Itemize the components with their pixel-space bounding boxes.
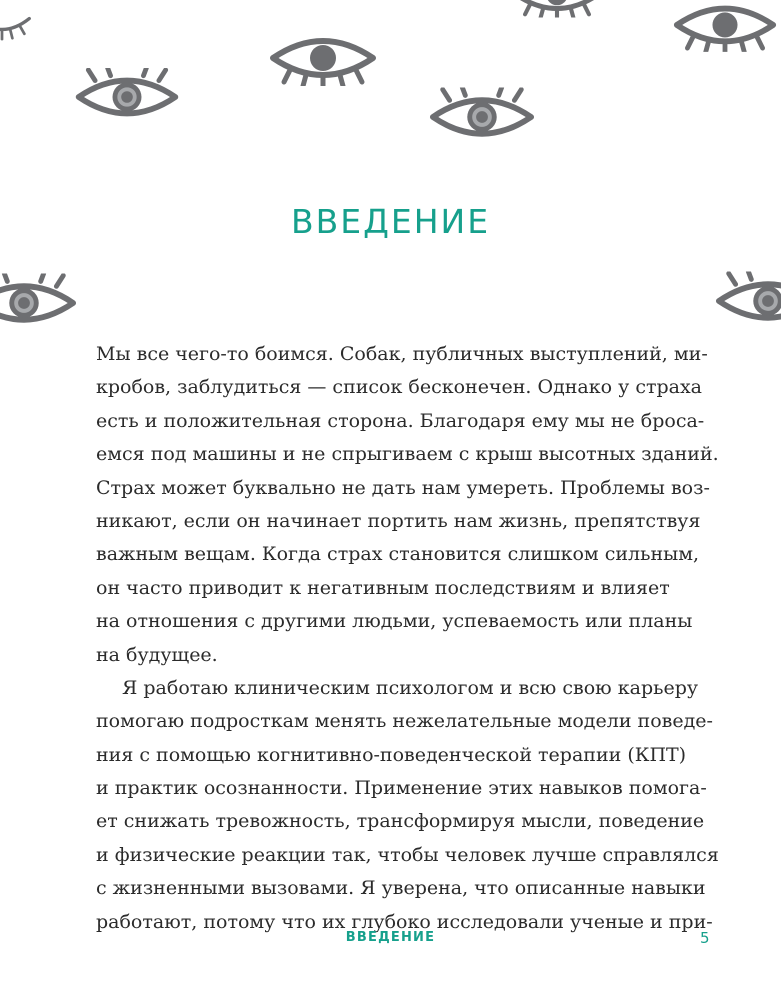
- open-eye-icon: [672, 0, 778, 54]
- text-line: ет снижать тревожность, трансформируя мысли, поведение: [96, 810, 705, 833]
- text-line: и практик осознанности. Применение этих навыков помога-: [96, 777, 707, 800]
- text-line: на отношения с другими людьми, успеваемость или планы: [96, 610, 693, 633]
- text-line: Мы все чего-то боимся. Собак, публичных выступлений, ми-: [96, 343, 708, 365]
- open-eye-icon: [428, 86, 536, 148]
- text-line: емся под машины и не спрыгиваем с крыш высотных зданий.: [96, 443, 719, 466]
- text-line: важным вещам. Когда страх становится слишком сильным,: [96, 543, 700, 566]
- text-line: помогаю подросткам менять нежелательные модели поведе-: [96, 710, 713, 733]
- text-line: кробов, заблудиться — список бесконечен. Однако у страха: [96, 376, 703, 399]
- running-footer: ВВЕДЕНИЕ: [345, 930, 436, 945]
- text-line: никают, если он начинает портить нам жизнь, препятствуя: [96, 509, 701, 532]
- open-eye-icon: [72, 68, 182, 126]
- text-line: он часто приводит к негативным последствиям и влияет: [96, 576, 670, 599]
- page-number: 5: [700, 929, 710, 947]
- page-title: ВВЕДЕНИЕ: [290, 202, 491, 241]
- body-text: [96, 338, 719, 939]
- text-line: работают, потому что их глубоко исследовали ученые и при-: [96, 910, 713, 933]
- text-line: Страх может буквально не дать нам умереть. Проблемы воз-: [96, 476, 710, 499]
- open-eye-icon: [512, 0, 602, 20]
- open-eye-icon: [714, 268, 781, 334]
- text-line: есть и положительная сторона. Благодаря ему мы не броса-: [96, 409, 705, 432]
- text-line: на будущее.: [96, 643, 218, 666]
- closed-eye-icon: [0, 0, 32, 48]
- paragraph: [96, 338, 719, 672]
- text-line: с жизненными вызовами. Я уверена, что описанные навыки: [96, 877, 706, 900]
- text-line: и физические реакции так, чтобы человек лучше справлялся: [96, 843, 719, 866]
- open-eye-icon: [268, 24, 378, 88]
- paragraph: [96, 672, 719, 939]
- open-eye-icon: [0, 270, 78, 336]
- text-line: Я работаю клиническим психологом и всю свою карьеру: [122, 676, 699, 699]
- text-line: ния с помощью когнитивно-поведенческой терапии (КПТ): [96, 743, 687, 766]
